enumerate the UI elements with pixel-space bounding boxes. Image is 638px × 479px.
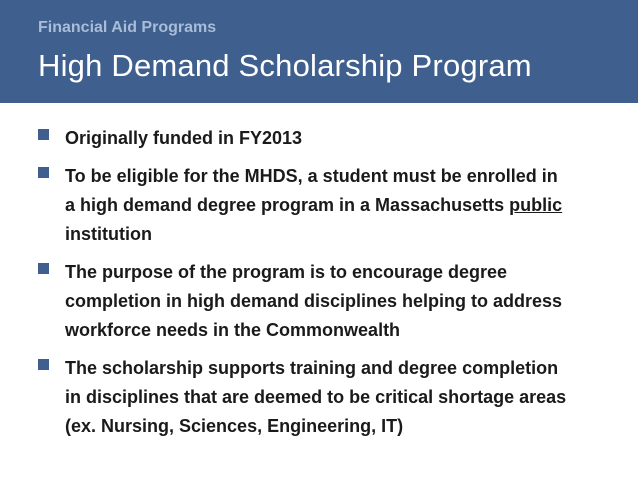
bullet-text (65, 258, 608, 345)
bullet-line: completion in high demand disciplines helping to address (65, 291, 563, 311)
square-bullet-icon (38, 167, 49, 178)
bullet-line: (ex. Nursing, Sciences, Engineering, IT) (65, 416, 404, 436)
bullet-line: institution (65, 224, 152, 244)
bullet-text (65, 162, 608, 249)
bullet-line: The purpose of the program is to encourage degree (65, 262, 508, 282)
bullet-item-funded (38, 124, 608, 153)
underlined-word: public (509, 195, 563, 215)
bullet-line-part: a high demand degree program in a Massachusetts (65, 195, 510, 215)
bullet-line (65, 191, 608, 220)
square-bullet-icon (38, 263, 49, 274)
bullet-line: in disciplines that are deemed to be critical shortage areas (65, 387, 567, 407)
bullet-item-eligibility (38, 162, 608, 249)
bullet-line: workforce needs in the Commonwealth (65, 320, 401, 340)
bullet-text (65, 124, 608, 153)
bullet-line: Originally funded in FY2013 (65, 128, 303, 148)
bullet-line: To be eligible for the MHDS, a student must be enrolled in (65, 166, 558, 186)
square-bullet-icon (38, 129, 49, 140)
square-bullet-icon (38, 359, 49, 370)
bullet-item-support (38, 354, 608, 441)
section-subtitle: Financial Aid Programs (38, 19, 217, 36)
bullet-list (38, 124, 608, 450)
bullet-line: The scholarship supports training and degree completion (65, 358, 559, 378)
header-bar (0, 0, 638, 103)
slide-title: High Demand Scholarship Program (38, 48, 532, 83)
bullet-item-purpose (38, 258, 608, 345)
bullet-text (65, 354, 608, 441)
